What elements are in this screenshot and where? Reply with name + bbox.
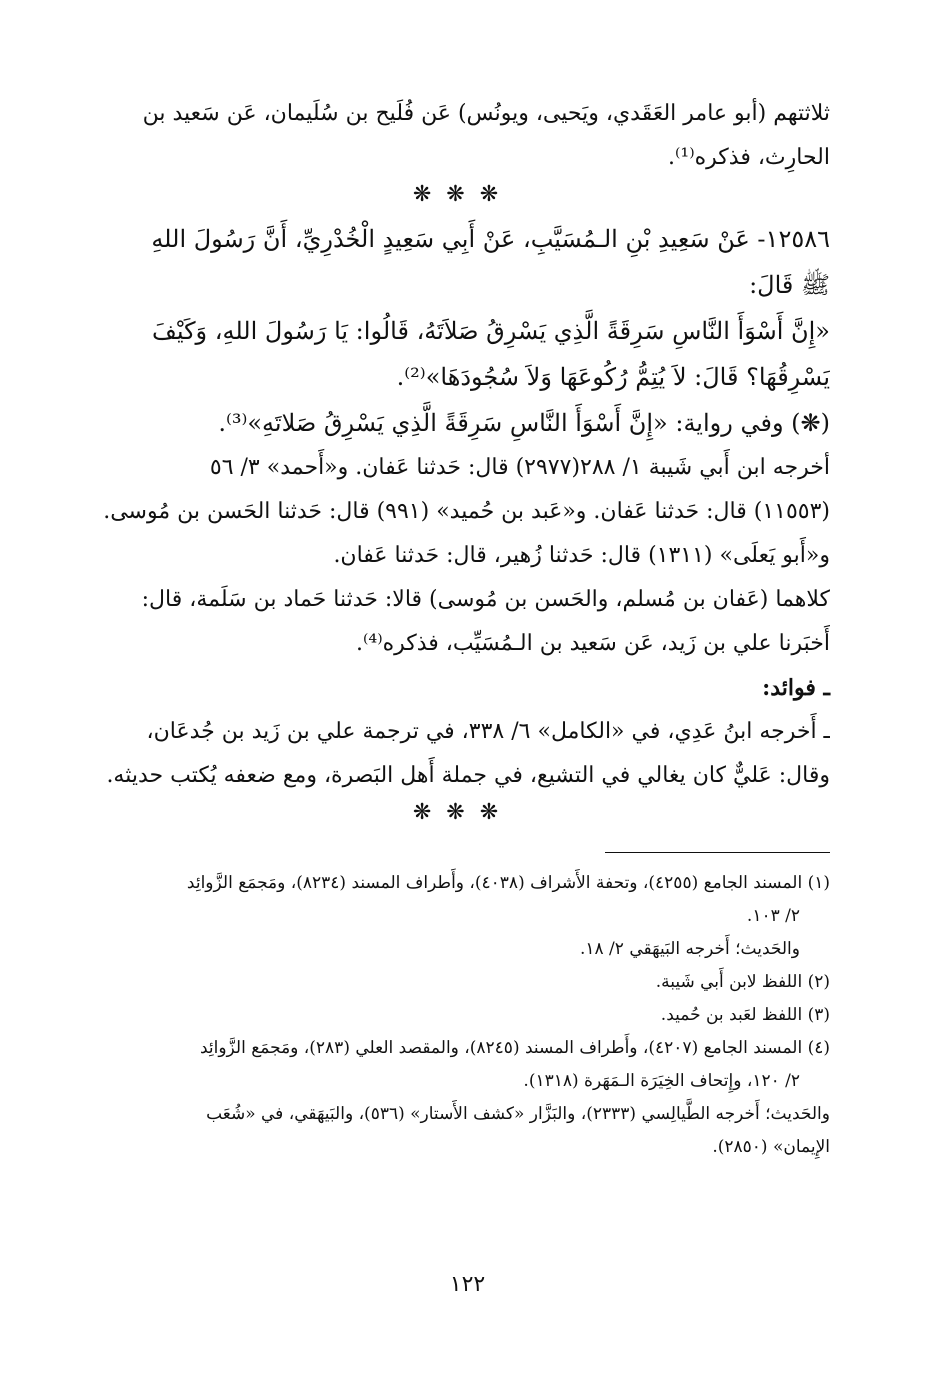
hadith-line: ١٢٥٨٦- عَنْ سَعِيدِ بْنِ الـمُسَيَّبِ، عَنْ أَبِي سَعِيدٍ الْخُدْرِيِّ، أَنَّ رَسُولَ اللهِ bbox=[151, 225, 830, 253]
takhrij-line: أخرجه ابن أَبي شَيبة ١/ ٢٨٨(٢٩٧٧) قال: حَدثنا عَفان. و«أَحمد» ٣/ ٥٦ bbox=[209, 455, 830, 480]
page-number: ١٢٢ bbox=[449, 1272, 486, 1297]
footnotes bbox=[85, 867, 830, 1164]
takhrij-line: (١١٥٥٣) قال: حَدثنا عَفان. و«عَبد بن حُميد» (٩٩١) قال: حَدثنا الحَسن بن مُوسى. bbox=[103, 499, 830, 524]
fawaid-heading: ـ فوائد: bbox=[762, 675, 830, 701]
hadith-text bbox=[85, 216, 830, 446]
takhrij-paragraph bbox=[85, 446, 830, 666]
footnote-line: ٢/ ١٢٠، وإِتحاف الخِيَرَة الـمَهَرة (١٣١٨). bbox=[523, 1071, 800, 1091]
footnote-line: (٣) اللفظ لعَبد بن حُميد. bbox=[660, 1005, 830, 1025]
hadith-line: «إِنَّ أَسْوَأَ النَّاسِ سَرِقَةً الَّذِي يَسْرِقُ صَلاَتَهُ، قَالُوا: يَا رَسُولَ اللهِ، وَكَيْفَ bbox=[152, 317, 830, 345]
fawaid-line: وقال: عَليٌّ كان يغالي في التشيع، في جملة أَهل البَصرة، ومع ضعفه يُكتب حديثه. bbox=[106, 763, 830, 788]
intro-line: ثلاثتهم (أبو عامر العَقَدي، ويَحيى، ويونُس) عَن فُلَيح بن سُلَيمان، عَن سَعيد بن bbox=[142, 101, 830, 126]
page-body bbox=[85, 92, 830, 1164]
footnote-line: (١) المسند الجامع (٤٢٥٥)، وتحفة الأَشراف (٤٠٣٨)، وأَطراف المسند (٨٢٣٤)، ومَجمَع الزَّوائِد bbox=[186, 873, 830, 893]
takhrij-line: و«أَبو يَعلَى» (١٣١١) قال: حَدثنا زُهير، قال: حَدثنا عَفان. bbox=[333, 543, 830, 568]
hadith-variant: (❋) وفي رواية: «إِنَّ أَسْوَأَ النَّاسِ سَرِقَةً الَّذِي يَسْرِقُ صَلاتَهِ»⁽³⁾. bbox=[218, 409, 830, 437]
fawaid-paragraph bbox=[85, 710, 830, 798]
hadith-line: ﷺ قَالَ: bbox=[749, 271, 830, 299]
hadith-line: يَسْرِقُهَا؟ قَالَ: لاَ يُتِمُّ رُكُوعَهَا وَلاَ سُجُودَهَا»⁽²⁾. bbox=[396, 363, 830, 391]
takhrij-line: أَخبَرنا علي بن زَيد، عَن سَعيد بن الـمُسَيِّب، فذكره⁽⁴⁾. bbox=[355, 631, 830, 656]
takhrij-line: كلاهما (عَفان بن مُسلم، والحَسن بن مُوسى) قالا: حَدثنا حَماد بن سَلَمة، قال: bbox=[141, 587, 830, 612]
footnote-line: والحَديث؛ أَخرجه البَيهَقي ٢/ ١٨. bbox=[579, 939, 800, 959]
section-separator: ❋ ❋ ❋ bbox=[412, 800, 503, 825]
fawaid-line: ـ أَخرجه ابنُ عَدِي، في «الكامل» ٦/ ٣٣٨، في ترجمة علي بن زَيد بن جُدعَان، bbox=[146, 719, 830, 744]
footnote-line: (٤) المسند الجامع (٤٢٠٧)، وأَطراف المسند (٨٢٤٥)، والمقصد العلي (٢٨٣)، ومَجمَع الزَّوائِد bbox=[199, 1038, 830, 1058]
footnote-line: الإِيمان» (٢٨٥٠). bbox=[712, 1137, 830, 1157]
footnote-divider bbox=[605, 852, 830, 853]
section-separator: ❋ ❋ ❋ bbox=[412, 182, 503, 207]
intro-line: الحارِث، فذكره⁽¹⁾. bbox=[668, 145, 830, 170]
footnote-line: ٢/ ١٠٣. bbox=[746, 906, 800, 926]
footnote-line: (٢) اللفظ لابن أَبي شَيبة. bbox=[655, 972, 830, 992]
footnote-line: والحَديث؛ أَخرجه الطَّيالِسي (٢٣٣٣)، والبَزَّار «كشف الأَستار» (٥٣٦)، والبَيهَقي، في «شُعَب bbox=[206, 1104, 830, 1124]
intro-paragraph bbox=[85, 92, 830, 180]
